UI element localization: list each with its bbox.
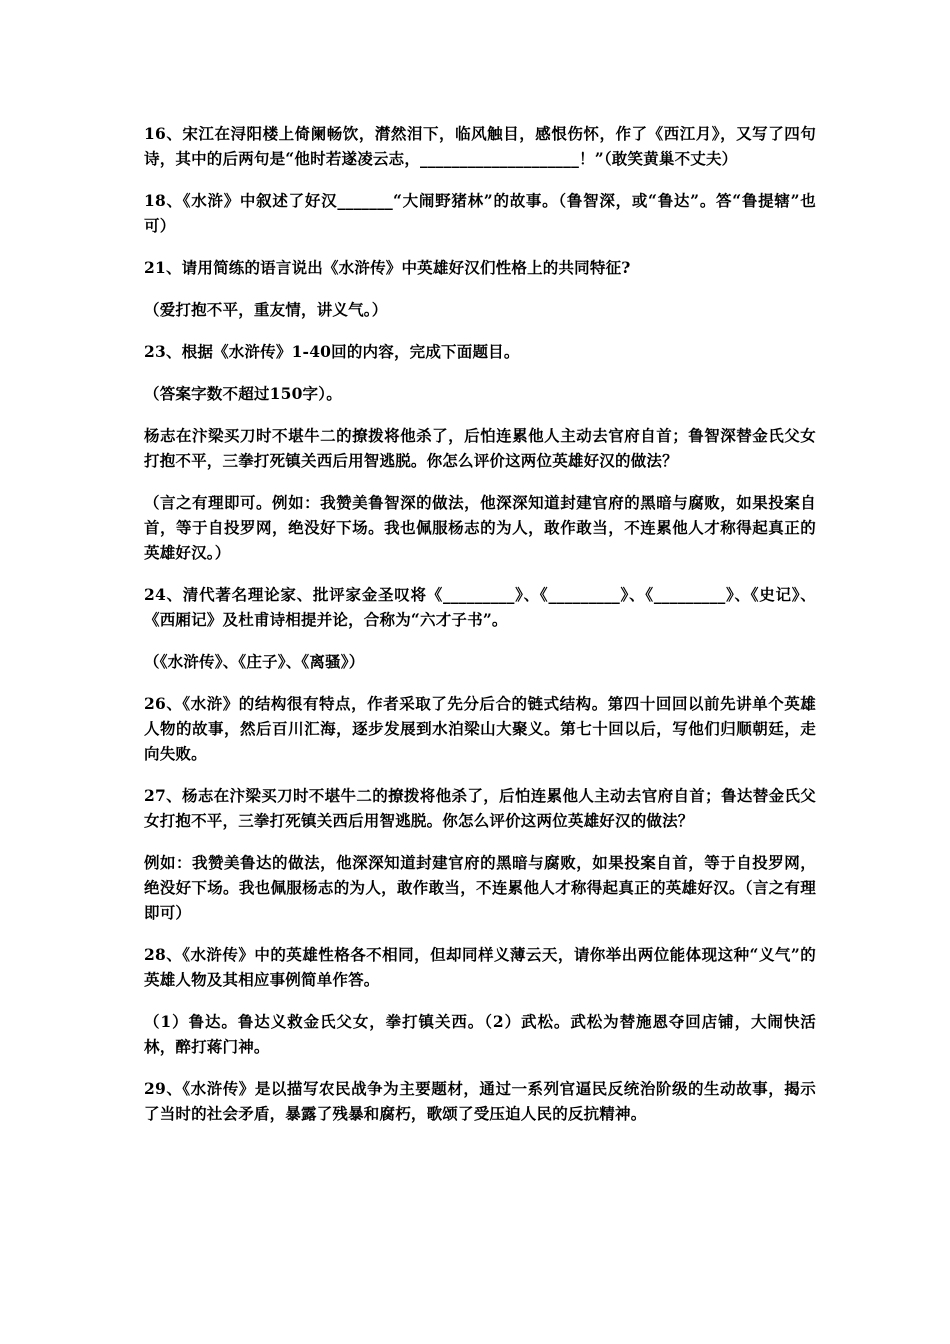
question-16: 16、宋江在浔阳楼上倚阑畅饮，潸然泪下，临风触目，感恨伤怀，作了《西江月》，又写了四句诗，其中的后两句是“他时若遂凌云志，____________________！”（敢笑黄巢不丈夫） <box>144 124 816 168</box>
question-21: 21、请用简练的语言说出《水浒传》中英雄好汉们性格上的共同特征? <box>144 258 631 277</box>
question-28: 28、《水浒传》中的英雄性格各不相同，但却同样义薄云天，请你举出两位能体现这种“义气”的英雄人物及其相应事例简单作答。 <box>144 945 816 989</box>
answer-21: （爱打抱不平，重友情，讲义气。） <box>144 300 388 319</box>
question-23-note: （答案字数不超过150字）。 <box>144 384 342 403</box>
answer-24: （《水浒传》、《庄子》、《离骚》） <box>144 652 365 671</box>
question-27: 27、杨志在汴梁买刀时不堪牛二的撩拨将他杀了，后怕连累他人主动去官府自首；鲁达替金氏父女打抱不平，三拳打死镇关西后用智逃脱。你怎么评价这两位英雄好汉的做法？ <box>144 786 816 830</box>
question-18: 18、《水浒》中叙述了好汉_______“大闹野猪林”的故事。（鲁智深，或“鲁达”。答“鲁提辖”也可） <box>144 191 816 235</box>
item-26: 26、《水浒》的结构很有特点，作者采取了先分后合的链式结构。第四十回回以前先讲单个英雄人物的故事，然后百川汇海，逐步发展到水泊梁山大聚义。第七十回以后，写他们归顺朝廷，走向失败。 <box>144 694 816 763</box>
item-29: 29、《水浒传》是以描写农民战争为主要题材，通过一系列官逼民反统治阶级的生动故事，揭示了当时的社会矛盾，暴露了残暴和腐朽，歌颂了受压迫人民的反抗精神。 <box>144 1079 816 1123</box>
answer-27: 例如：我赞美鲁达的做法，他深深知道封建官府的黑暗与腐败，如果投案自首，等于自投罗网，绝没好下场。我也佩服杨志的为人，敢作敢当，不连累他人才称得起真正的英雄好汉。（言之有理即可） <box>144 853 816 922</box>
answer-23: （言之有理即可。例如：我赞美鲁智深的做法，他深深知道封建官府的黑暗与腐败，如果投案自首，等于自投罗网，绝没好下场。我也佩服杨志的为人，敢作敢当，不连累他人才称得起真正的英雄好汉。） <box>144 493 816 562</box>
document-page <box>144 121 816 1143</box>
question-24: 24、清代著名理论家、批评家金圣叹将《_________》、《_________》、《_________》、《史记》、《西厢记》及杜甫诗相提并论，合称为“六才子书”。 <box>144 585 816 629</box>
question-23-body: 杨志在汴梁买刀时不堪牛二的撩拨将他杀了，后怕连累他人主动去官府自首；鲁智深替金氏父女打抱不平，三拳打死镇关西后用智逃脱。你怎么评价这两位英雄好汉的做法？ <box>144 426 816 470</box>
answer-28: （1）鲁达。鲁达义救金氏父女，拳打镇关西。（2）武松。武松为替施恩夺回店铺，大闹快活林，醉打蒋门神。 <box>144 1012 816 1056</box>
question-23: 23、根据《水浒传》1-40回的内容，完成下面题目。 <box>144 342 520 361</box>
